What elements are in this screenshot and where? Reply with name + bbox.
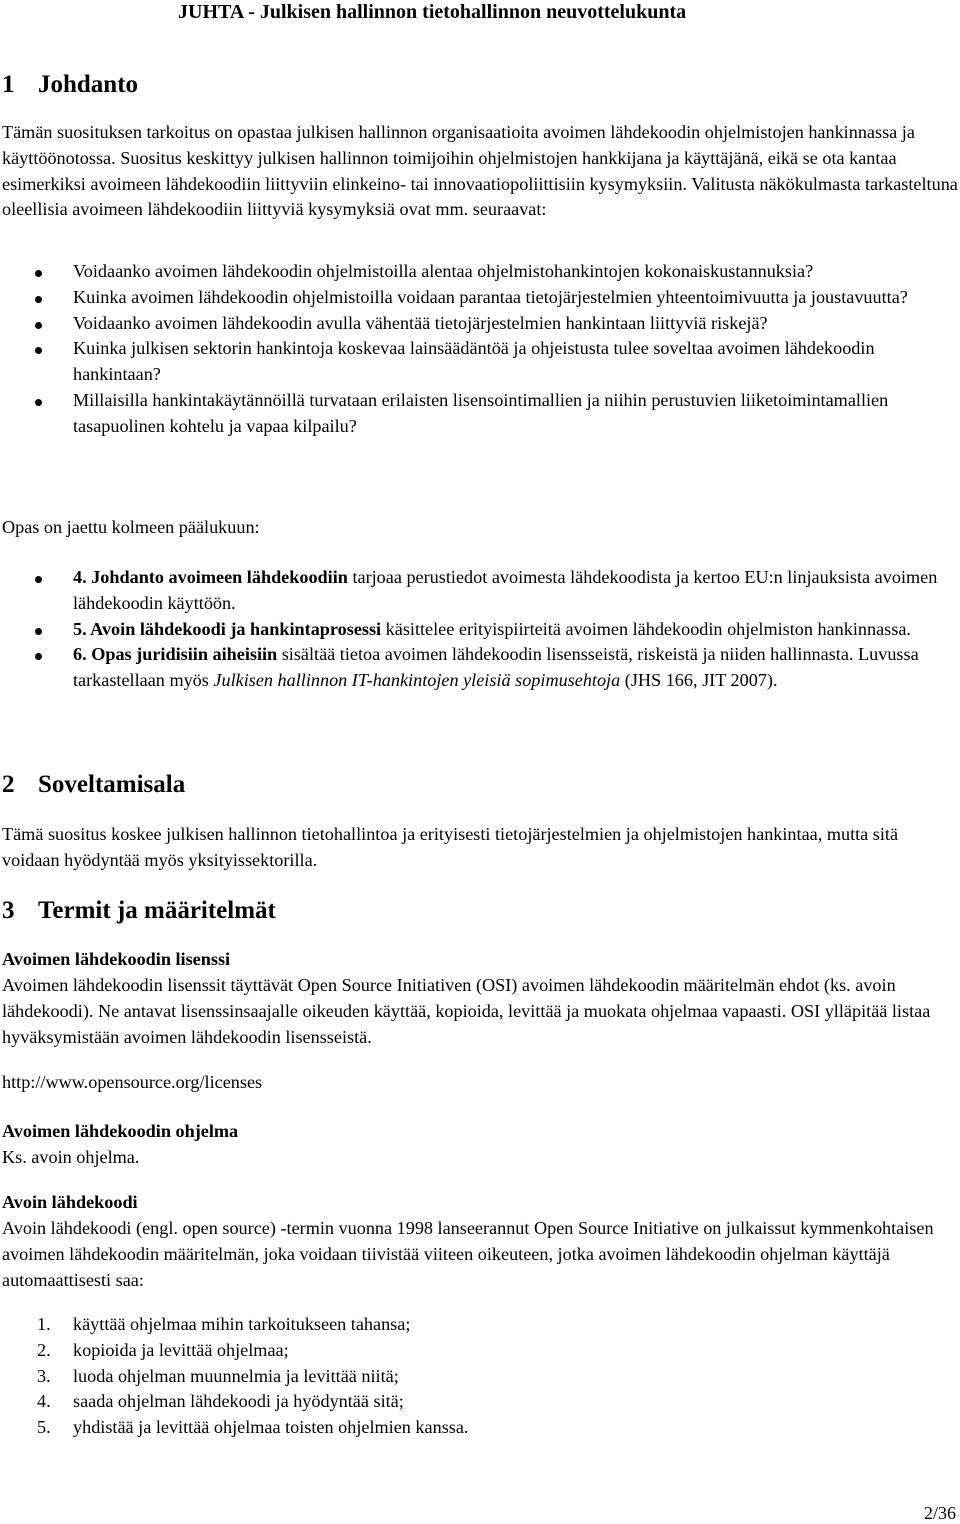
list-item: 3. luoda ohjelman muunnelmia ja levittää niitä; [37, 1365, 399, 1386]
list-item: Voidaanko avoimen lähdekoodin ohjelmistoilla alentaa ohjelmistohankintojen kokonaiskustannuksia? [2, 259, 958, 285]
bullet-icon [35, 322, 42, 329]
term-definition: Avoin lähdekoodi (engl. open source) -termin vuonna 1998 lanseerannut Open Source Initiative on julkaissut kymmenkohtaisen avoimen lähdekoodin määritelmän, joka voidaan tiivistää viiteen oikeuteen, jotka avoimen lähdekoodin ohjelman käyttäjä automaattisesti saa: [2, 1218, 934, 1290]
section-heading-termit [2, 896, 276, 926]
term-title: Avoin lähdekoodi [2, 1192, 138, 1212]
bullet-icon [35, 270, 42, 277]
license-link[interactable]: http://www.opensource.org/licenses [2, 1072, 263, 1092]
question-list [2, 259, 958, 440]
page-header: JUHTA - Julkisen hallinnon tietohallinnon neuvottelukunta [178, 1, 687, 23]
section-number: 3 [2, 897, 15, 924]
list-item: Millaisilla hankintakäytännöillä turvataan erilaisten lisensointimallien ja niihin perustuvien liiketoimintamallien tasapuolinen kohtelu ja vapaa kilpailu? [2, 388, 958, 440]
bullet-icon [35, 653, 42, 660]
bullet-icon [35, 576, 42, 583]
section-heading-soveltamisala [2, 770, 185, 800]
bullet-icon [35, 296, 42, 303]
section-title: Johdanto [38, 71, 139, 98]
list-item: 6. Opas juridisiin aiheisiin sisältää tietoa avoimen lähdekoodin lisensseistä, riskeistä ja niiden hallinnasta. Luvussa tarkastellaan myös Julkisen hallinnon IT-hankintojen yleisiä sopimusehtoja (JHS 166, JIT 2007). [2, 642, 958, 694]
section-title: Soveltamisala [38, 771, 186, 798]
page-number: 2/36 [923, 1503, 956, 1523]
list-item: 4. saada ohjelman lähdekoodi ja hyödyntää sitä; [37, 1391, 404, 1412]
term-definition: Avoimen lähdekoodin lisenssit täyttävät Open Source Initiativen (OSI) avoimen lähdekoodin määritelmän ehdot (ks. avoin lähdekoodi). Ne antavat lisenssinsaajalle oikeuden käyttää, kopioida, levittää ja muokata ohjelmaa vapaasti. OSI ylläpitää listaa hyväksymistään avoimen lähdekoodin lisensseistä. [2, 975, 931, 1047]
chapters-intro: Opas on jaettu kolmeen päälukuun: [2, 517, 260, 537]
bullet-icon [35, 347, 42, 354]
list-item: 4. Johdanto avoimeen lähdekoodiin tarjoaa perustiedot avoimesta lähdekoodista ja kertoo EU:n linjauksista avoimen lähdekoodin käyttöön. [2, 565, 958, 617]
bullet-icon [35, 628, 42, 635]
chapter-list [2, 565, 958, 694]
list-item: 2. kopioida ja levittää ohjelmaa; [37, 1339, 289, 1360]
list-item: 5. Avoin lähdekoodi ja hankintaprosessi käsittelee erityispiirteitä avoimen lähdekoodin ohjelmiston hankinnassa. [2, 617, 958, 643]
rights-list [2, 1312, 958, 1441]
list-item: Voidaanko avoimen lähdekoodin avulla vähentää tietojärjestelmien hankintaan liittyviä riskejä? [2, 311, 958, 337]
section-title: Termit ja määritelmät [38, 897, 276, 924]
term-title: Avoimen lähdekoodin lisenssi [2, 949, 231, 969]
bullet-icon [35, 399, 42, 406]
list-item: Kuinka avoimen lähdekoodin ohjelmistoilla voidaan parantaa tietojärjestelmien yhteentoimivuutta ja joustavuutta? [2, 285, 958, 311]
section-number: 2 [2, 771, 15, 798]
list-item: 5. yhdistää ja levittää ohjelmaa toisten ohjelmien kanssa. [37, 1417, 469, 1438]
scope-paragraph: Tämä suositus koskee julkisen hallinnon tietohallintoa ja erityisesti tietojärjestelmien ja ohjelmistojen hankintaa, mutta sitä voidaan hyödyntää myös yksityissektorilla. [2, 824, 899, 870]
section-number: 1 [2, 71, 15, 98]
list-item: Kuinka julkisen sektorin hankintoja koskevaa lainsäädäntöä ja ohjeistusta tulee soveltaa avoimen lähdekoodin hankintaan? [2, 336, 958, 388]
intro-paragraph: Tämän suosituksen tarkoitus on opastaa julkisen hallinnon organisaatioita avoimen lähdekoodin ohjelmistojen hankinnassa ja käyttöönotossa. Suositus keskittyy julkisen hallinnon toimijoihin ohjelmistojen hankkijana ja käyttäjänä, eikä se ota kantaa esimerkiksi avoimeen lähdekoodiin liittyviin elinkeino- tai innovaatiopoliittisiin kysymyksiin. Valitusta näkökulmasta tarkasteltuna oleellisia avoimeen lähdekoodiin liittyviä kysymyksiä ovat mm. seuraavat: [2, 122, 958, 220]
list-item: 1. käyttää ohjelmaa mihin tarkoitukseen tahansa; [37, 1314, 411, 1334]
term-title: Avoimen lähdekoodin ohjelma [2, 1121, 239, 1141]
section-heading-johdanto [2, 70, 138, 100]
term-definition: Ks. avoin ohjelma. [2, 1147, 140, 1167]
